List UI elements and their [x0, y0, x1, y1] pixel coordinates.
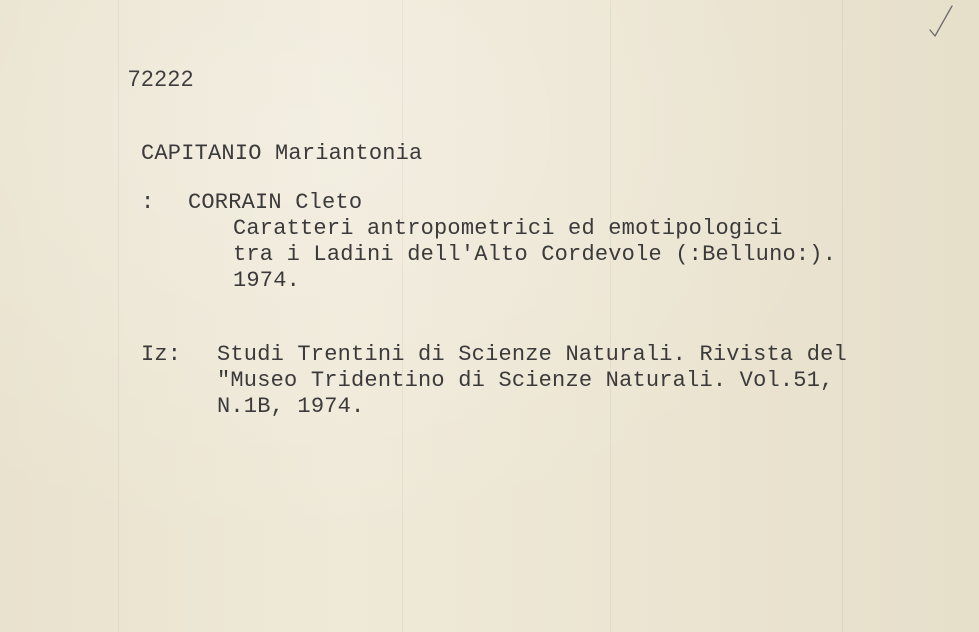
coauthor: CORRAIN Cleto	[188, 190, 363, 215]
title-line: Caratteri antropometrici ed emotipologici	[233, 216, 783, 241]
paper-grain	[118, 0, 119, 632]
author-main: CAPITANIO Mariantonia	[141, 141, 423, 166]
paper-grain	[402, 0, 403, 632]
source-line: Studi Trentini di Scienze Naturali. Rivista del	[217, 342, 847, 367]
call-number: 72222	[128, 66, 195, 91]
paper-grain	[610, 0, 611, 632]
source-line: N.1B, 1974.	[217, 394, 365, 419]
title-line: tra i Ladini dell'Alto Cordevole (:Belluno:).	[233, 242, 837, 267]
source-line: "Museo Tridentino di Scienze Naturali. Vol.51,	[217, 368, 834, 393]
coauthor-prefix: :	[141, 190, 155, 215]
pencil-checkmark-icon	[926, 4, 956, 38]
paper-grain	[842, 0, 843, 632]
source-prefix: Iz:	[141, 342, 182, 367]
title-line: 1974.	[233, 268, 301, 293]
